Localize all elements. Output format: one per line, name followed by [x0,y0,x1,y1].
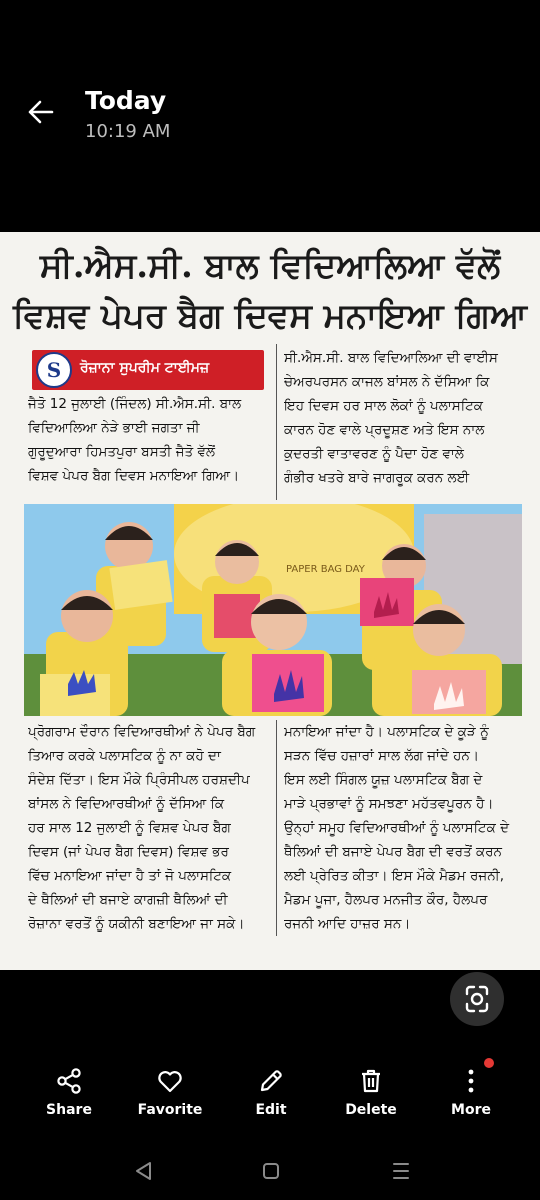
text-line: ਬਾਂਸਲ ਨੇ ਵਿਦਿਆਰਥੀਆਂ ਨੂੰ ਦੱਸਿਆ ਕਿ [28,796,225,812]
text-line: ਰੋਜ਼ਾਨਾ ਵਰਤੋਂ ਨੂੰ ਯਕੀਨੀ ਬਣਾਇਆ ਜਾ ਸਕੇ। [28,916,245,932]
text-line: ਥੈਲਿਆਂ ਦੀ ਬਜਾਏ ਪੇਪਰ ਬੈਗ ਦੀ ਵਰਤੋਂ ਕਰਨ [284,844,502,860]
back-button[interactable] [22,92,62,132]
publication-logo: S [36,352,72,388]
trash-icon [356,1066,386,1096]
text-line: ਇਹ ਦਿਵਸ ਹਰ ਸਾਲ ਲੋਕਾਂ ਨੂੰ ਪਲਾਸਟਿਕ [284,398,483,414]
delete-label: Delete [345,1102,397,1118]
lens-scan-icon [450,972,504,1026]
text-line: ਤਿਆਰ ਕਰਕੇ ਪਲਾਸਟਿਕ ਨੂੰ ਨਾ ਕਹੋ ਦਾ [28,748,221,764]
vertical-dots-icon [456,1066,486,1096]
text-line: ਸੜਨ ਵਿੱਚ ਹਜ਼ਾਰਾਂ ਸਾਲ ਲੱਗ ਜਾਂਦੇ ਹਨ। [284,748,479,764]
edit-button[interactable] [221,1060,321,1130]
article-column-bottom-left [28,720,272,936]
page-title: Today [85,86,167,115]
nav-recents-button[interactable] [386,1156,416,1186]
text-line: ਮੈਡਮ ਪੂਜਾ, ਹੈਲਪਰ ਮਨਜੀਤ ਕੌਰ, ਹੈਲਪਰ [284,892,488,908]
text-line: ਗੁਰੂਦੁਆਰਾ ਹਿਮਤਪੁਰਾ ਬਸਤੀ ਜੈਤੋ ਵੱਲੋਂ [28,444,216,460]
text-line: ਚੇਅਰਪਰਸਨ ਕਾਜਲ ਬਾਂਸਲ ਨੇ ਦੱਸਿਆ ਕਿ [284,374,490,390]
text-line: ਜੈਤੋ 12 ਜੁਲਾਈ (ਜਿੰਦਲ) ਸੀ.ਐਸ.ਸੀ. ਬਾਲ [28,396,242,412]
publication-name: ਰੋਜ਼ਾਨਾ ਸੁਪਰੀਮ ਟਾਈਮਜ਼ [80,360,210,376]
square-home-icon [256,1156,286,1186]
children-photo-illustration [24,504,522,716]
top-app-bar [0,0,540,230]
photo-action-toolbar [0,1060,540,1130]
text-line: ਦੇ ਥੈਲਿਆਂ ਦੀ ਬਜਾਏ ਕਾਗਜ਼ੀ ਥੈਲਿਆਂ ਦੀ [28,892,228,908]
notification-badge [484,1058,494,1068]
heart-icon [155,1066,185,1096]
text-line: ਉਨ੍ਹਾਂ ਸਮੂਹ ਵਿਦਿਆਰਥੀਆਂ ਨੂੰ ਪਲਾਸਟਿਕ ਦੇ [284,820,510,836]
share-button[interactable] [19,1060,119,1130]
newspaper-clipping-image[interactable] [0,232,540,970]
text-line: ਵਿੱਚ ਮਨਾਇਆ ਜਾਂਦਾ ਹੈ ਤਾਂ ਜੋ ਪਲਾਸਟਿਕ [28,868,232,884]
lens-scan-button[interactable] [450,972,504,1026]
triangle-back-icon [128,1156,158,1186]
system-navigation-bar [0,1140,540,1200]
text-line: ਵਿਦਿਆਲਿਆ ਨੇੜੇ ਭਾਈ ਜਗਤਾ ਜੀ [28,420,200,436]
text-line: ਗੰਭੀਰ ਖਤਰੇ ਬਾਰੇ ਜਾਗਰੂਕ ਕਰਨ ਲਈ [284,470,470,486]
edit-label: Edit [255,1102,287,1118]
children-photo [24,504,522,716]
text-line: ਹਰ ਸਾਲ 12 ਜੁਲਾਈ ਨੂੰ ਵਿਸ਼ਵ ਪੇਪਰ ਬੈਗ [28,820,231,836]
text-line: ਕਾਰਨ ਹੋਣ ਵਾਲੇ ਪ੍ਰਦੂਸ਼ਣ ਅਤੇ ਇਸ ਨਾਲ [284,422,485,438]
text-line: ਪ੍ਰੋਗਰਾਮ ਦੌਰਾਨ ਵਿਦਿਆਰਥੀਆਂ ਨੇ ਪੇਪਰ ਬੈਗ [28,724,256,740]
favorite-button[interactable] [120,1060,220,1130]
text-line: ਵਿਸ਼ਵ ਪੇਪਰ ਬੈਗ ਦਿਵਸ ਮਨਾਇਆ ਗਿਆ। [28,468,240,484]
favorite-label: Favorite [137,1102,203,1118]
column-divider [276,720,277,936]
arrow-left-icon [22,92,62,132]
pencil-icon [256,1066,286,1096]
text-line: ਮਨਾਇਆ ਜਾਂਦਾ ਹੈ। ਪਲਾਸਟਿਕ ਦੇ ਕੂੜੇ ਨੂੰ [284,724,489,740]
headline-line-2: ਵਿਸ਼ਵ ਪੇਪਰ ਬੈਗ ਦਿਵਸ ਮਨਾਇਆ ਗਿਆ [12,296,528,336]
text-line: ਇਸ ਲਈ ਸਿੰਗਲ ਯੂਜ਼ ਪਲਾਸਟਿਕ ਬੈਗ ਦੇ [284,772,483,788]
menu-lines-icon [386,1156,416,1186]
article-column-top-right [284,346,524,490]
text-line: ਰਜਨੀ ਆਦਿ ਹਾਜ਼ਰ ਸਨ। [284,916,411,932]
photo-banner-text: PAPER BAG DAY [286,564,365,575]
publication-banner [32,350,264,390]
column-divider [276,344,277,500]
text-line: ਸੀ.ਐਸ.ਸੀ. ਬਾਲ ਵਿਦਿਆਲਿਆ ਦੀ ਵਾਈਸ [284,350,498,366]
share-icon [54,1066,84,1096]
nav-back-button[interactable] [128,1156,158,1186]
share-label: Share [46,1102,92,1118]
text-line: ਸੰਦੇਸ਼ ਦਿੱਤਾ। ਇਸ ਮੌਕੇ ਪ੍ਰਿੰਸੀਪਲ ਹਰਸ਼ਦੀਪ [28,772,250,788]
headline-line-1: ਸੀ.ਐਸ.ਸੀ. ਬਾਲ ਵਿਦਿਆਲਿਆ ਵੱਲੋਂ [39,246,501,286]
article-column-bottom-right [284,720,524,936]
delete-button[interactable] [321,1060,421,1130]
nav-home-button[interactable] [256,1156,286,1186]
more-label: More [451,1102,491,1118]
article-column-top-left [28,392,270,488]
text-line: ਮਾੜੇ ਪ੍ਰਭਾਵਾਂ ਨੂੰ ਸਮਝਣਾ ਮਹੱਤਵਪੂਰਨ ਹੈ। [284,796,494,812]
text-line: ਦਿਵਸ (ਜਾਂ ਪੇਪਰ ਬੈਗ ਦਿਵਸ) ਵਿਸ਼ਵ ਭਰ [28,844,229,860]
text-line: ਕੁਦਰਤੀ ਵਾਤਾਵਰਣ ਨੂੰ ਪੈਦਾ ਹੋਣ ਵਾਲੇ [284,446,464,462]
text-line: ਲਈ ਪ੍ਰੇਰਿਤ ਕੀਤਾ। ਇਸ ਮੌਕੇ ਮੈਡਮ ਰਜਨੀ, [284,868,505,884]
more-button[interactable] [421,1060,521,1130]
photo-timestamp: 10:19 AM [85,121,171,142]
